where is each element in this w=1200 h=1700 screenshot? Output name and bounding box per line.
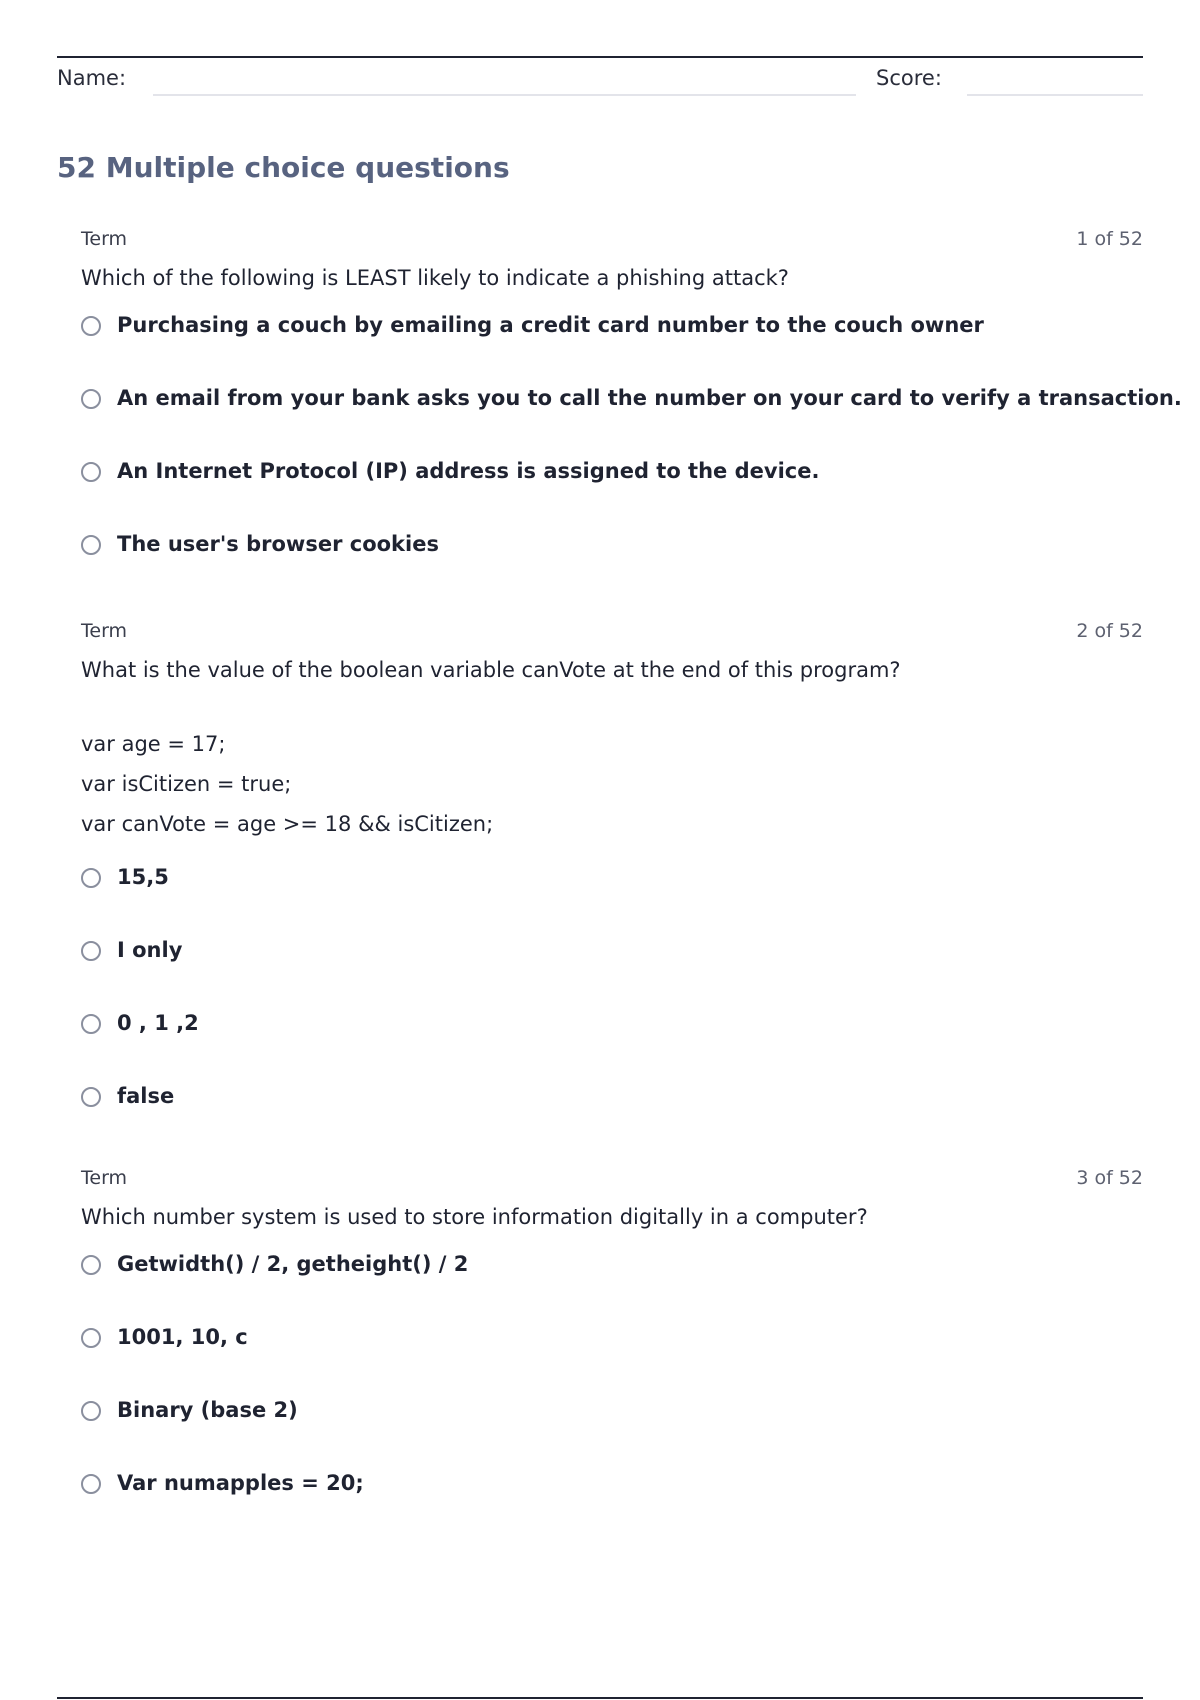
term-label: Term [81, 1167, 128, 1189]
answer-option[interactable] [81, 844, 1143, 917]
score-label: Score: [876, 66, 942, 90]
answer-option-label: I only [117, 938, 183, 962]
question-card [81, 618, 1143, 1136]
name-field[interactable] [153, 94, 856, 96]
code-line: var canVote = age >= 18 && isCitizen; [81, 812, 494, 836]
radio-icon[interactable] [81, 535, 101, 555]
answer-option[interactable] [81, 1450, 1143, 1523]
worksheet-header [57, 64, 1143, 98]
score-field[interactable] [967, 94, 1143, 96]
answer-option[interactable] [81, 1063, 1143, 1136]
answer-option-label: 1001, 10, c [117, 1325, 248, 1349]
answer-option[interactable] [81, 511, 1143, 584]
answer-option-label: Var numapples = 20; [117, 1471, 364, 1495]
radio-icon[interactable] [81, 1255, 101, 1275]
question-header [81, 1165, 1143, 1193]
bottom-divider [57, 1697, 1143, 1699]
answer-option[interactable] [81, 438, 1143, 511]
question-prompt: Which number system is used to store information digitally in a computer? [81, 1205, 868, 1229]
question-prompt: Which of the following is LEAST likely to indicate a phishing attack? [81, 266, 789, 290]
answer-options [81, 1231, 1143, 1523]
answer-option-label: 0 , 1 ,2 [117, 1011, 199, 1035]
answer-option[interactable] [81, 292, 1143, 365]
radio-icon[interactable] [81, 1328, 101, 1348]
answer-option[interactable] [81, 990, 1143, 1063]
section-title: 52 Multiple choice questions [57, 151, 510, 184]
radio-icon[interactable] [81, 389, 101, 409]
name-label: Name: [57, 66, 127, 90]
answer-option[interactable] [81, 917, 1143, 990]
question-header [81, 226, 1143, 254]
answer-option[interactable] [81, 1377, 1143, 1450]
radio-icon[interactable] [81, 941, 101, 961]
answer-option-label: Binary (base 2) [117, 1398, 298, 1422]
radio-icon[interactable] [81, 1401, 101, 1421]
answer-option-label: An Internet Protocol (IP) address is assigned to the device. [117, 459, 820, 483]
answer-option-label: The user's browser cookies [117, 532, 439, 556]
term-label: Term [81, 228, 128, 250]
radio-icon[interactable] [81, 462, 101, 482]
answer-option[interactable] [81, 1231, 1143, 1304]
answer-option[interactable] [81, 1304, 1143, 1377]
top-divider [57, 56, 1143, 58]
question-counter: 3 of 52 [1076, 1167, 1143, 1189]
radio-icon[interactable] [81, 868, 101, 888]
code-line: var age = 17; [81, 732, 226, 756]
answer-options [81, 844, 1143, 1136]
term-label: Term [81, 620, 128, 642]
question-card [81, 1165, 1143, 1523]
answer-option-label: An email from your bank asks you to call the number on your card to verify a transaction. [117, 386, 1182, 410]
answer-option-label: 15,5 [117, 865, 169, 889]
answer-option-label: Getwidth() / 2, getheight() / 2 [117, 1252, 469, 1276]
question-counter: 1 of 52 [1076, 228, 1143, 250]
answer-option-label: false [117, 1084, 175, 1108]
code-snippet [81, 724, 1143, 844]
radio-icon[interactable] [81, 1474, 101, 1494]
answer-option[interactable] [81, 365, 1182, 438]
question-header [81, 618, 1143, 646]
code-line: var isCitizen = true; [81, 772, 292, 796]
radio-icon[interactable] [81, 1087, 101, 1107]
question-counter: 2 of 52 [1076, 620, 1143, 642]
answer-options [81, 292, 1182, 584]
answer-option-label: Purchasing a couch by emailing a credit card number to the couch owner [117, 313, 984, 337]
radio-icon[interactable] [81, 316, 101, 336]
question-card [81, 226, 1182, 584]
radio-icon[interactable] [81, 1014, 101, 1034]
question-prompt: What is the value of the boolean variable canVote at the end of this program? [81, 658, 901, 682]
